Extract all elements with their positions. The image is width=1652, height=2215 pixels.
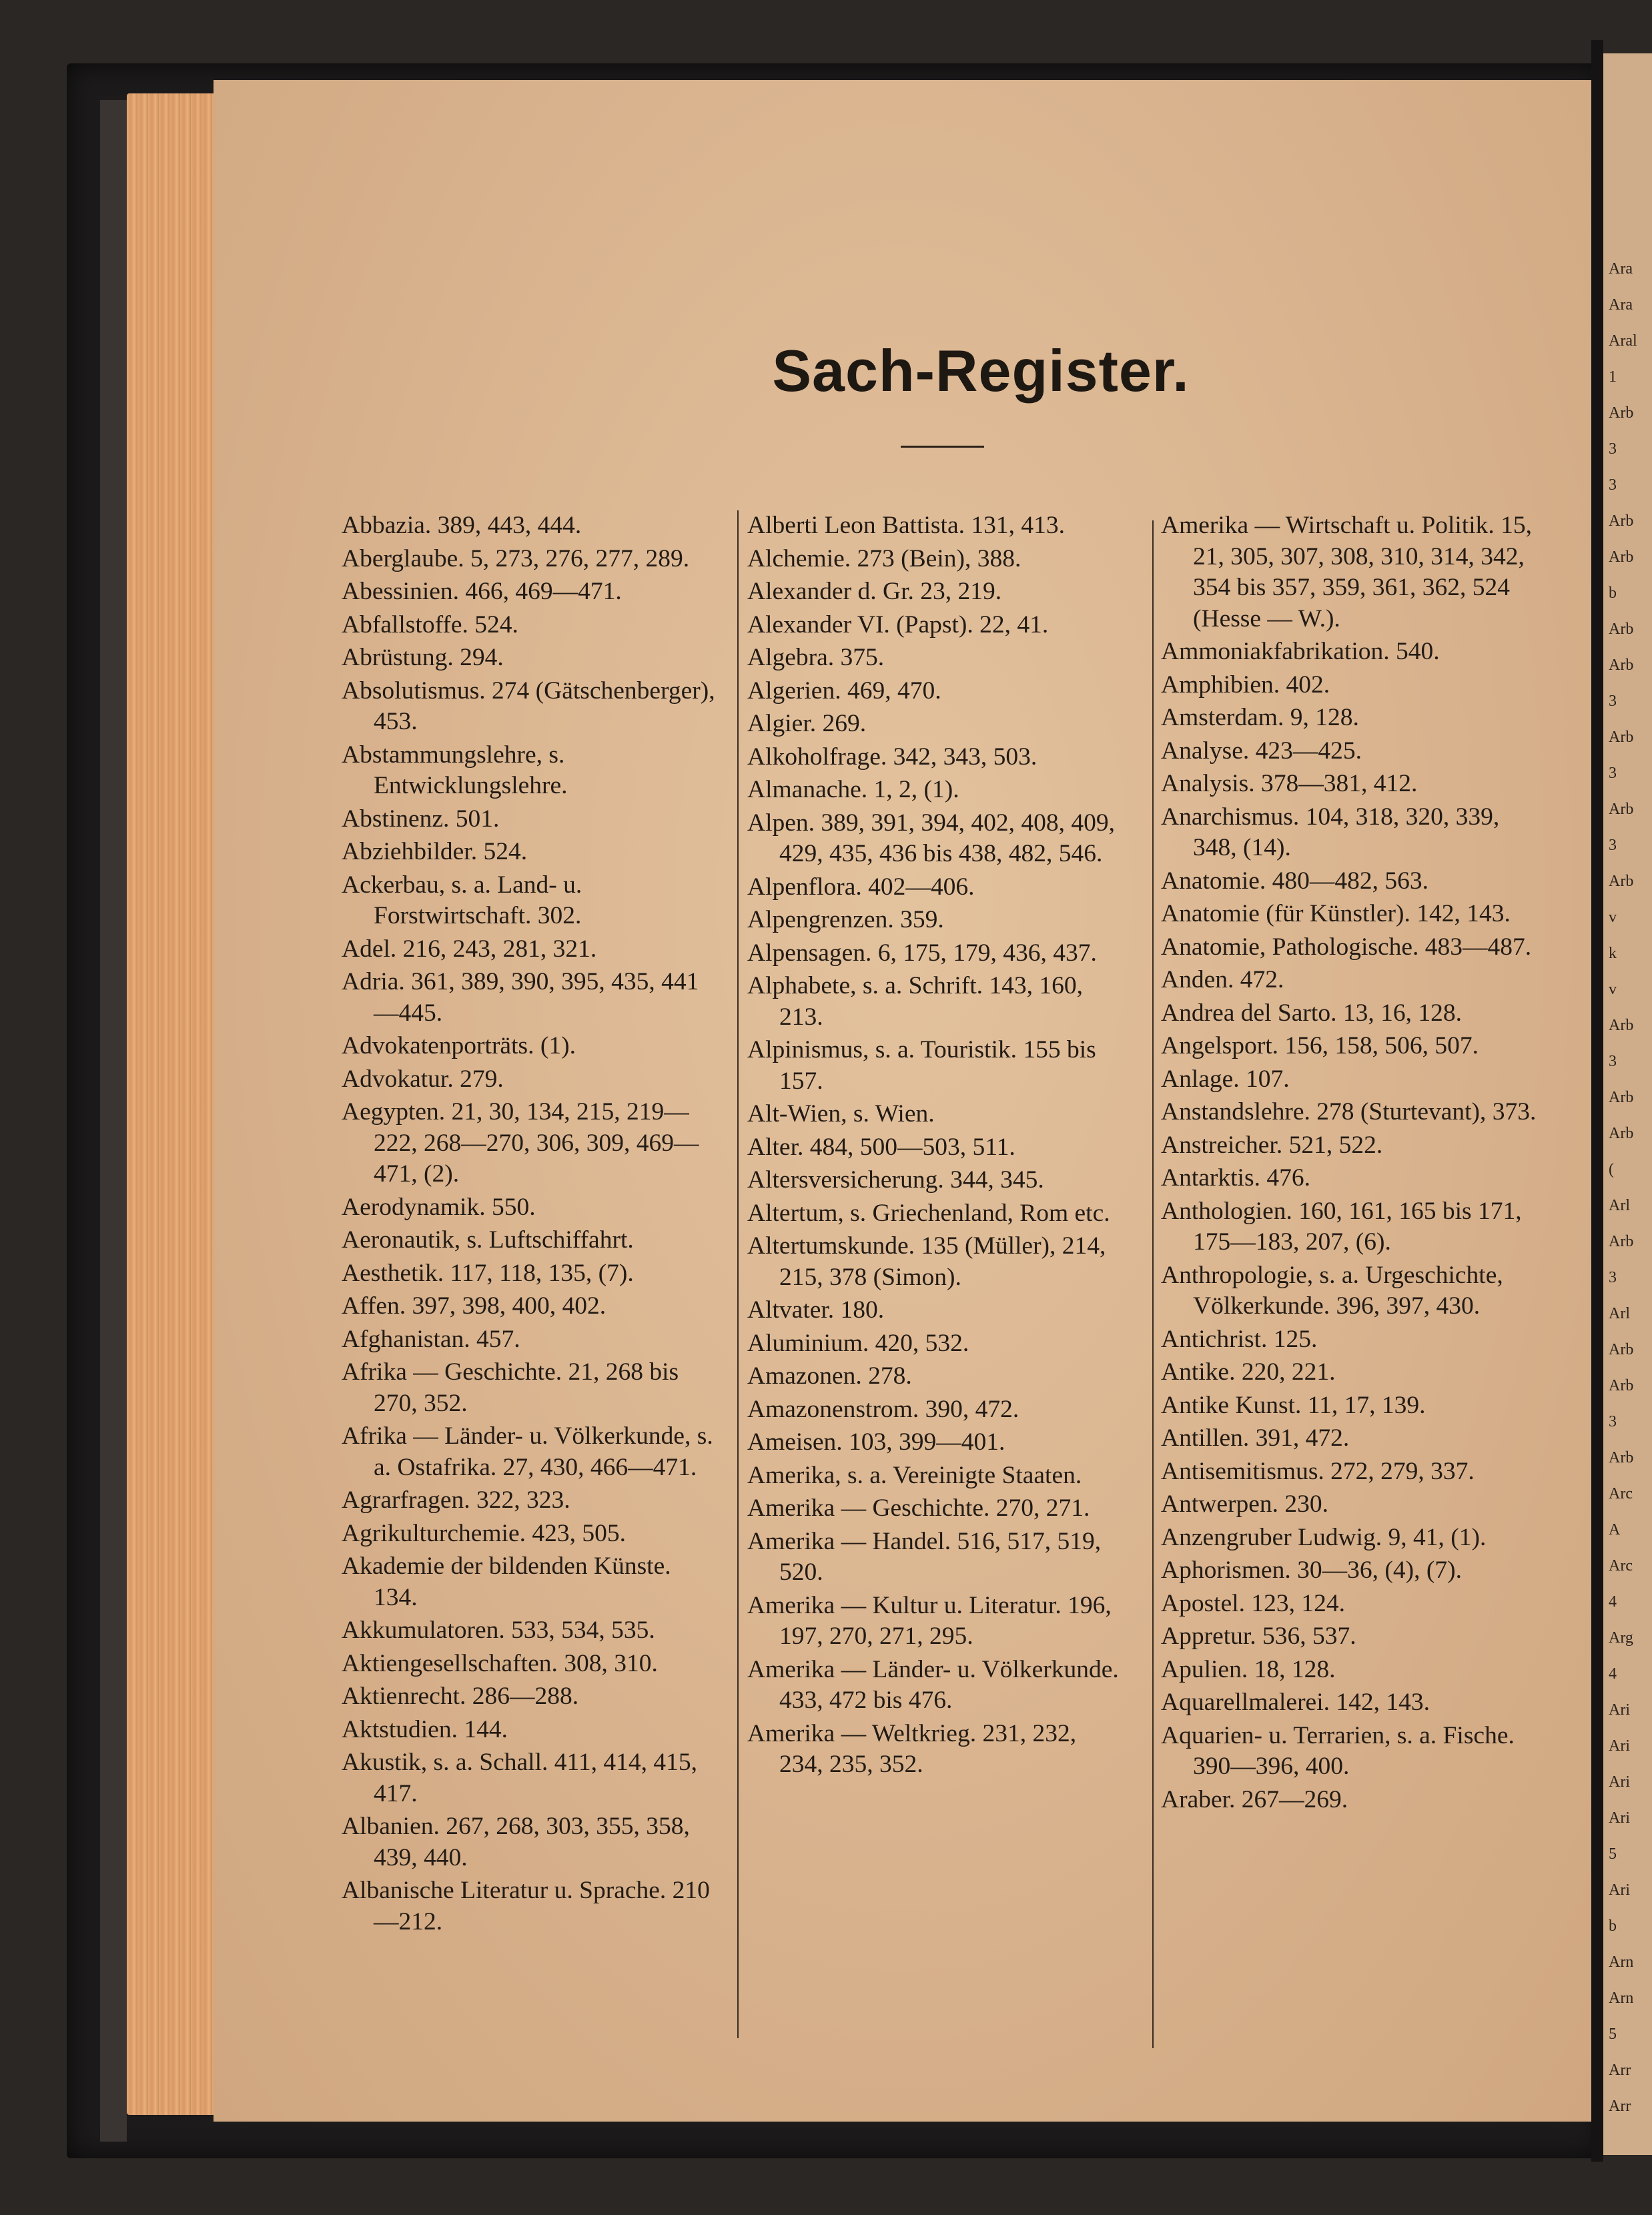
index-entry: Anarchismus. 104, 318, 320, 339, 348, (14). [1161,803,1500,861]
next-page-fragment: v [1609,909,1617,926]
index-entry: Aberglaube. 5, 273, 276, 277, 289. [342,544,690,572]
index-entry: Alpenflora. 402—406. [747,873,975,901]
next-page-fragment: Arb [1609,1233,1634,1250]
index-entry: Ameisen. 103, 399—401. [747,1428,1005,1456]
index-entry: Afghanistan. 457. [342,1325,520,1353]
next-page-fragment: Arb [1609,620,1634,638]
index-entry: Antichrist. 125. [1161,1325,1318,1353]
index-entry: Alpinismus, s. a. Touristik. 155 bis 157. [747,1036,1096,1095]
index-entry: Altertum, s. Griechenland, Rom etc. [747,1199,1110,1227]
index-entry: Anatomie. 480—482, 563. [1161,867,1429,895]
index-column-3 [1161,510,1538,1817]
next-page-fragment: Arb [1609,548,1634,566]
next-page-fragment: Arb [1609,1377,1634,1394]
index-entry: Amazonen. 278. [747,1362,912,1390]
index-entry: Akkumulatoren. 533, 534, 535. [342,1617,655,1644]
index-entry: Advokatenporträts. (1). [342,1032,576,1059]
index-entry: Aeronautik, s. Luftschiffahrt. [342,1226,634,1254]
index-entry: Abstinenz. 501. [342,805,500,833]
next-page-fragment: 4 [1609,1593,1617,1611]
index-entry: Algebra. 375. [747,644,885,671]
index-entry: Aquarien- u. Terrarien, s. a. Fische. 390—396, 400. [1161,1721,1515,1780]
index-entry: Amerika — Handel. 516, 517, 519, 520. [747,1527,1102,1586]
index-entry: Amerika, s. a. Vereinigte Staaten. [747,1461,1082,1489]
index-entry: Aktstudien. 144. [342,1715,508,1743]
index-entry: Anzengruber Ludwig. 9, 41, (1). [1161,1523,1487,1551]
index-entry: Abessinien. 466, 469—471. [342,578,622,605]
index-entry: Anden. 472. [1161,966,1284,993]
index-entry: Aesthetik. 117, 118, 135, (7). [342,1259,634,1287]
index-entry: Alt-Wien, s. Wien. [747,1100,935,1128]
index-entry: Affen. 397, 398, 400, 402. [342,1292,606,1320]
index-entry: Albanische Literatur u. Sprache. 210—212. [342,1877,710,1935]
index-entry: Antike Kunst. 11, 17, 139. [1161,1391,1426,1419]
next-page-fragment: 3 [1609,837,1617,854]
next-page-fragment: Arb [1609,1449,1634,1466]
index-entry: Antwerpen. 230. [1161,1490,1328,1518]
next-page-fragment: Ari [1609,1701,1630,1719]
next-page-fragment: 3 [1609,1269,1617,1286]
index-entry: Alberti Leon Battista. 131, 413. [747,512,1065,539]
index-entry: Amphibien. 402. [1161,671,1330,699]
index-entry: Antisemitismus. 272, 279, 337. [1161,1457,1475,1485]
next-page-fragment: Arg [1609,1629,1633,1647]
next-page-fragment: Arl [1609,1305,1630,1322]
index-entry: Antarktis. 476. [1161,1164,1310,1192]
index-entry: Alexander d. Gr. 23, 219. [747,578,1002,605]
next-page-fragment: Arb [1609,656,1634,674]
index-entry: Amerika — Geschichte. 270, 271. [747,1494,1090,1522]
index-entry: Algier. 269. [747,710,867,737]
index-entry: Amsterdam. 9, 128. [1161,704,1359,731]
index-entry: Aquarellmalerei. 142, 143. [1161,1689,1430,1716]
index-entry: Anthropologie, s. a. Urgeschichte, Völkerkunde. 396, 397, 430. [1161,1261,1503,1320]
next-page-fragment: ( [1609,1161,1614,1178]
index-entry: Akademie der bildenden Künste. 134. [342,1553,671,1611]
index-entry: Anstandslehre. 278 (Sturtevant), 373. [1161,1098,1537,1126]
next-page-fragment: Ari [1609,1773,1630,1791]
index-entry: Adria. 361, 389, 390, 395, 435, 441—445. [342,968,699,1027]
next-page-fragment: 3 [1609,476,1617,494]
index-column-2 [747,510,1124,1783]
next-page-edge [1603,53,1652,2155]
page-title: Sach-Register. [772,338,1190,404]
next-page-fragment: Ari [1609,1809,1630,1827]
next-page-fragment: Arr [1609,2062,1631,2079]
next-page-fragment: Arr [1609,2098,1631,2115]
index-entry: Abbazia. 389, 443, 444. [342,512,582,539]
index-entry: Aluminium. 420, 532. [747,1329,969,1357]
title-rule [901,446,984,448]
next-page-fragment: 3 [1609,693,1617,710]
index-entry: Aktiengesellschaften. 308, 310. [342,1649,658,1677]
index-entry: Analysis. 378—381, 412. [1161,770,1418,797]
index-entry: Amerika — Länder- u. Völkerkunde. 433, 472 bis 476. [747,1655,1119,1714]
index-entry: Altertumskunde. 135 (Müller), 214, 215, 378 (Simon). [747,1232,1106,1291]
index-entry: Absolutismus. 274 (Gätschenberger), 453. [342,677,715,735]
next-page-fragment: 1 [1609,368,1617,386]
next-page-fragment: Arc [1609,1485,1633,1502]
index-column-1 [342,510,719,1939]
next-page-fragment: b [1609,1917,1617,1935]
index-entry: Aerodynamik. 550. [342,1193,536,1221]
index-entry: Anthologien. 160, 161, 165 bis 171, 175—183, 207, (6). [1161,1197,1522,1256]
next-page-fragment: Arc [1609,1557,1633,1575]
next-page-fragment: Arl [1609,1197,1630,1214]
index-entry: Aphorismen. 30—36, (4), (7). [1161,1557,1462,1584]
index-entry: Aktienrecht. 286—288. [342,1683,579,1710]
index-entry: Amerika — Kultur u. Literatur. 196, 197, 270, 271, 295. [747,1591,1112,1650]
index-entry: Amazonenstrom. 390, 472. [747,1395,1019,1423]
index-entry: Algerien. 469, 470. [747,677,941,705]
index-entry: Amerika — Weltkrieg. 231, 232, 234, 235, 352. [747,1719,1077,1778]
index-entry: Afrika — Geschichte. 21, 268 bis 270, 352. [342,1358,679,1417]
next-page-fragment: 4 [1609,1665,1617,1683]
index-entry: Agrikulturchemie. 423, 505. [342,1519,626,1547]
next-page-fragment: 3 [1609,1053,1617,1070]
next-page-fragment: Arb [1609,729,1634,746]
next-page-fragment: Arb [1609,1125,1634,1142]
index-entry: Abziehbilder. 524. [342,838,528,865]
next-page-fragment: Arb [1609,1341,1634,1358]
index-entry: Antillen. 391, 472. [1161,1424,1350,1452]
index-entry: Abrüstung. 294. [342,644,504,671]
index-entry: Apulien. 18, 128. [1161,1655,1336,1683]
next-page-fragment: 3 [1609,1413,1617,1430]
index-entry: Albanien. 267, 268, 303, 355, 358, 439, 440. [342,1813,690,1871]
index-entry: Antike. 220, 221. [1161,1358,1336,1386]
index-entry: Apostel. 123, 124. [1161,1589,1346,1617]
index-entry: Alexander VI. (Papst). 22, 41. [747,610,1049,638]
next-page-fragment: Ara [1609,260,1633,278]
next-page-fragment: 3 [1609,765,1617,782]
next-page-fragment: Ari [1609,1737,1630,1755]
next-page-fragment: 5 [1609,2026,1617,2043]
index-entry: Amerika — Wirtschaft u. Politik. 15, 21, 305, 307, 308, 310, 314, 342, 354 bis 357, 359, 361, 362, 524 (Hesse — W.). [1161,512,1533,632]
next-page-fragment: Ari [1609,1881,1630,1899]
next-page-fragment: Arb [1609,801,1634,818]
index-entry: Alkoholfrage. 342, 343, 503. [747,743,1038,771]
index-entry: Araber. 267—269. [1161,1785,1348,1813]
index-entry: Akustik, s. a. Schall. 411, 414, 415, 417. [342,1749,697,1807]
index-entry: Abfallstoffe. 524. [342,610,518,638]
index-entry: Alchemie. 273 (Bein), 388. [747,544,1021,572]
column-divider [1152,520,1154,2048]
index-entry: Alpen. 389, 391, 394, 402, 408, 409, 429, 435, 436 bis 438, 482, 546. [747,809,1116,867]
index-entry: Ammoniakfabrikation. 540. [1161,638,1440,665]
next-page-fragment: v [1609,981,1617,998]
next-page-fragment: A [1609,1521,1621,1538]
next-page-fragment: Arn [1609,1953,1634,1971]
cover-spine-edge [100,100,127,2142]
next-page-fragment: 3 [1609,440,1617,458]
next-page-fragment: Aral [1609,332,1637,350]
index-entry: Altersversicherung. 344, 345. [747,1166,1044,1194]
next-page-fragment: Arb [1609,1017,1634,1034]
index-entry: Andrea del Sarto. 13, 16, 128. [1161,999,1462,1027]
index-entry: Afrika — Länder- u. Völkerkunde, s. a. Ostafrika. 27, 430, 466—471. [342,1422,713,1481]
index-entry: Aegypten. 21, 30, 134, 215, 219—222, 268—270, 306, 309, 469—471, (2). [342,1098,699,1188]
next-page-fragment: k [1609,945,1617,962]
index-entry: Adel. 216, 243, 281, 321. [342,935,597,963]
next-page-fragment: 5 [1609,1845,1617,1863]
index-entry: Altvater. 180. [747,1296,885,1324]
index-entry: Anstreicher. 521, 522. [1161,1131,1383,1159]
index-entry: Alphabete, s. a. Schrift. 143, 160, 213. [747,972,1084,1031]
index-entry: Alpengrenzen. 359. [747,906,944,933]
index-entry: Alpensagen. 6, 175, 179, 436, 437. [747,939,1097,967]
book-gutter [1591,40,1603,2162]
index-entry: Analyse. 423—425. [1161,737,1362,765]
index-entry: Almanache. 1, 2, (1). [747,776,959,803]
next-page-fragment: Arb [1609,512,1634,530]
index-entry: Anatomie, Pathologische. 483—487. [1161,933,1532,961]
next-page-fragment: Arb [1609,873,1634,890]
index-entry: Ackerbau, s. a. Land- u. Forstwirtschaft. 302. [342,871,582,929]
column-divider [737,510,739,2038]
next-page-fragment: Arb [1609,404,1634,422]
index-entry: Angelsport. 156, 158, 506, 507. [1161,1032,1479,1059]
index-entry: Appretur. 536, 537. [1161,1623,1356,1650]
next-page-fragment: b [1609,584,1617,602]
next-page-fragment: Ara [1609,296,1633,314]
index-entry: Anatomie (für Künstler). 142, 143. [1161,900,1511,927]
next-page-fragment: Arb [1609,1089,1634,1106]
index-entry: Agrarfragen. 322, 323. [342,1486,570,1514]
next-page-fragment: Arn [1609,1989,1634,2007]
index-entry: Anlage. 107. [1161,1065,1290,1093]
index-entry: Abstammungslehre, s. Entwicklungslehre. [342,741,568,799]
index-entry: Advokatur. 279. [342,1065,504,1093]
index-entry: Alter. 484, 500—503, 511. [747,1133,1015,1161]
